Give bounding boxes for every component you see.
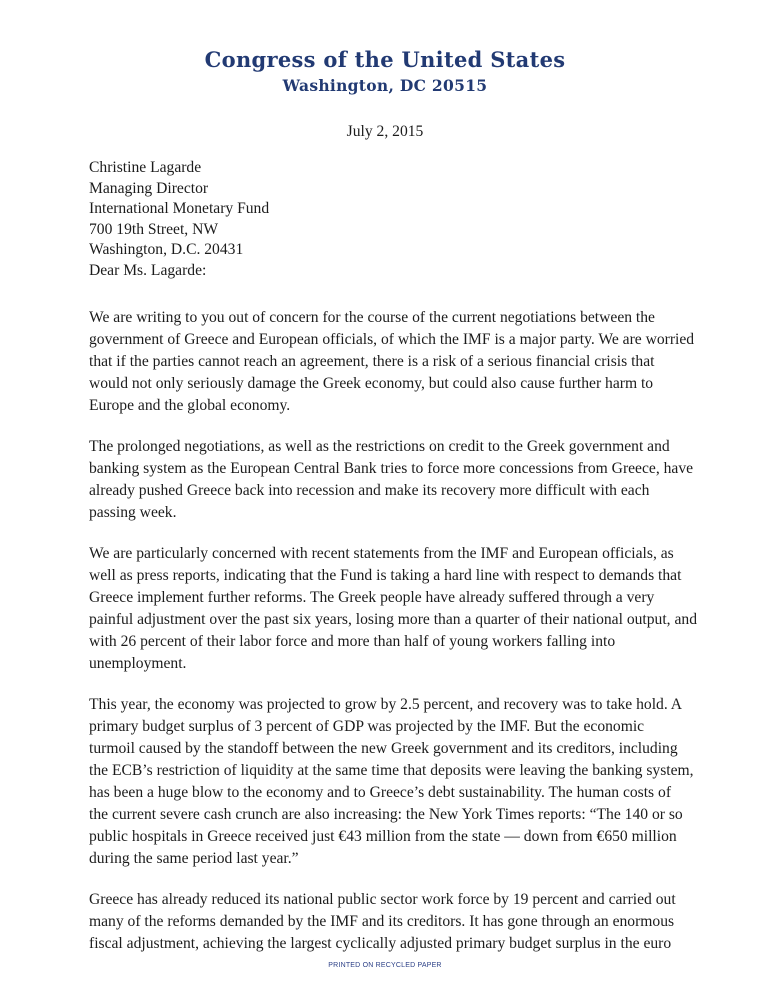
paragraph-line: many of the reforms demanded by the IMF and its creditors. It has gone through an enormous: [89, 913, 675, 930]
paragraph-line: Europe and the global economy.: [89, 397, 291, 414]
paragraph-line: fiscal adjustment, achieving the largest cyclically adjusted primary budget surplus in the euro: [89, 935, 672, 952]
salutation: Dear Ms. Lagarde:: [89, 262, 207, 279]
paragraph-4: [89, 694, 694, 870]
paragraph-line: public hospitals in Greece received just €43 million from the state — down from €650 million: [89, 828, 677, 845]
paragraph-3: [89, 543, 697, 675]
recycled-paper-notice: PRINTED ON RECYCLED PAPER: [328, 962, 442, 969]
paragraph-5: [89, 889, 689, 955]
paragraph-line: has been a huge blow to the economy and to Greece’s debt sustainability. The human costs of: [89, 784, 672, 801]
letterhead: [0, 46, 770, 96]
paragraph-line: The prolonged negotiations, as well as the restrictions on credit to the Greek government and: [89, 438, 670, 455]
paragraph-line: during the same period last year.”: [89, 850, 299, 867]
paragraph-line: the ECB’s restriction of liquidity at the same time that deposits were leaving the banking system,: [89, 762, 694, 779]
paragraph-line: already pushed Greece back into recession and make its recovery more difficult with each: [89, 482, 650, 499]
paragraph-line: Greece implement further reforms. The Greek people have already suffered through a very: [89, 589, 655, 606]
paragraph-line: painful adjustment over the past six years, losing more than a quarter of their national output, and: [89, 611, 697, 628]
letterhead-address: Washington, DC 20515: [282, 76, 488, 95]
recipient-city: Washington, D.C. 20431: [89, 241, 244, 258]
paragraph-line: with 26 percent of their labor force and more than half of young workers falling into: [89, 633, 616, 650]
recipient-address: [89, 158, 269, 261]
letterhead-title: Congress of the United States: [204, 47, 566, 72]
recipient-organization: International Monetary Fund: [89, 200, 270, 217]
paragraph-line: This year, the economy was projected to grow by 2.5 percent, and recovery was to take hold. A: [89, 696, 683, 713]
paragraph-line: the current severe cash crunch are also increasing: the New York Times reports: “The 140 or so: [89, 806, 683, 823]
paragraph-line: that if the parties cannot reach an agreement, there is a risk of a serious financial crisis that: [89, 353, 655, 370]
recipient-name: Christine Lagarde: [89, 159, 202, 176]
paragraph-line: passing week.: [89, 504, 177, 521]
paragraph-line: turmoil caused by the standoff between the new Greek government and its creditors, including: [89, 740, 678, 757]
paragraph-line: Greece has already reduced its national public sector work force by 19 percent and carried out: [89, 891, 676, 908]
paragraph-1: [89, 307, 695, 417]
recipient-street: 700 19th Street, NW: [89, 220, 219, 238]
paragraph-line: would not only seriously damage the Greek economy, but could also cause further harm to: [89, 375, 654, 392]
paragraph-line: unemployment.: [89, 655, 187, 672]
letter-date: July 2, 2015: [346, 123, 424, 140]
recipient-title: Managing Director: [89, 179, 209, 197]
paragraph-line: primary budget surplus of 3 percent of GDP was projected by the IMF. But the economic: [89, 718, 645, 735]
paragraph-line: government of Greece and European officials, of which the IMF is a major party. We are worried: [89, 331, 695, 348]
paragraph-2: [89, 436, 694, 524]
paragraph-line: well as press reports, indicating that the Fund is taking a hard line with respect to demands that: [89, 567, 682, 584]
paragraph-line: We are writing to you out of concern for the course of the current negotiations between the: [89, 309, 655, 326]
paragraph-line: banking system as the European Central Bank tries to force more concessions from Greece, have: [89, 460, 694, 477]
paragraph-line: We are particularly concerned with recent statements from the IMF and European officials, as: [89, 545, 674, 562]
letter-body: [89, 307, 697, 974]
